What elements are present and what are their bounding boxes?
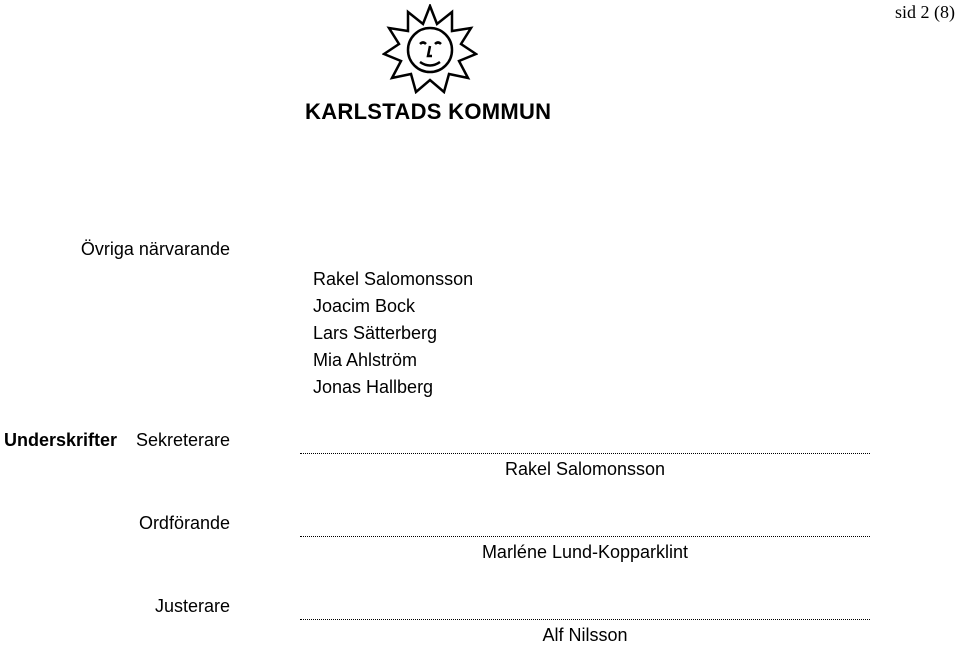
- signature-role-chair: Ordförande: [138, 513, 230, 533]
- list-item: Rakel Salomonsson: [313, 269, 474, 289]
- signature-name-adjuster: Alf Nilsson: [542, 625, 628, 645]
- signature-line-adjuster: [300, 619, 870, 620]
- signature-role-secretary: Sekreterare: [135, 430, 230, 450]
- signature-name-chair: Marléne Lund-Kopparklint: [481, 542, 689, 562]
- others-present-label: Övriga närvarande: [80, 239, 230, 259]
- sun-icon: [382, 4, 478, 94]
- attendee-list: [313, 266, 473, 401]
- signature-name-secretary: Rakel Salomonsson: [504, 459, 666, 479]
- logo-wordmark: KARLSTADS KOMMUN: [305, 99, 552, 124]
- list-item: Joacim Bock: [313, 296, 416, 316]
- list-item: Lars Sätterberg: [313, 323, 438, 343]
- list-item: Jonas Hallberg: [313, 377, 434, 397]
- karlstads-kommun-logo: [300, 4, 560, 124]
- signature-role-adjuster: Justerare: [154, 596, 230, 616]
- page-number: sid 2 (8): [895, 2, 955, 22]
- signature-line-chair: [300, 536, 870, 537]
- signature-line-secretary: [300, 453, 870, 454]
- signatures-heading: Underskrifter: [4, 430, 118, 450]
- list-item: Mia Ahlström: [313, 350, 418, 370]
